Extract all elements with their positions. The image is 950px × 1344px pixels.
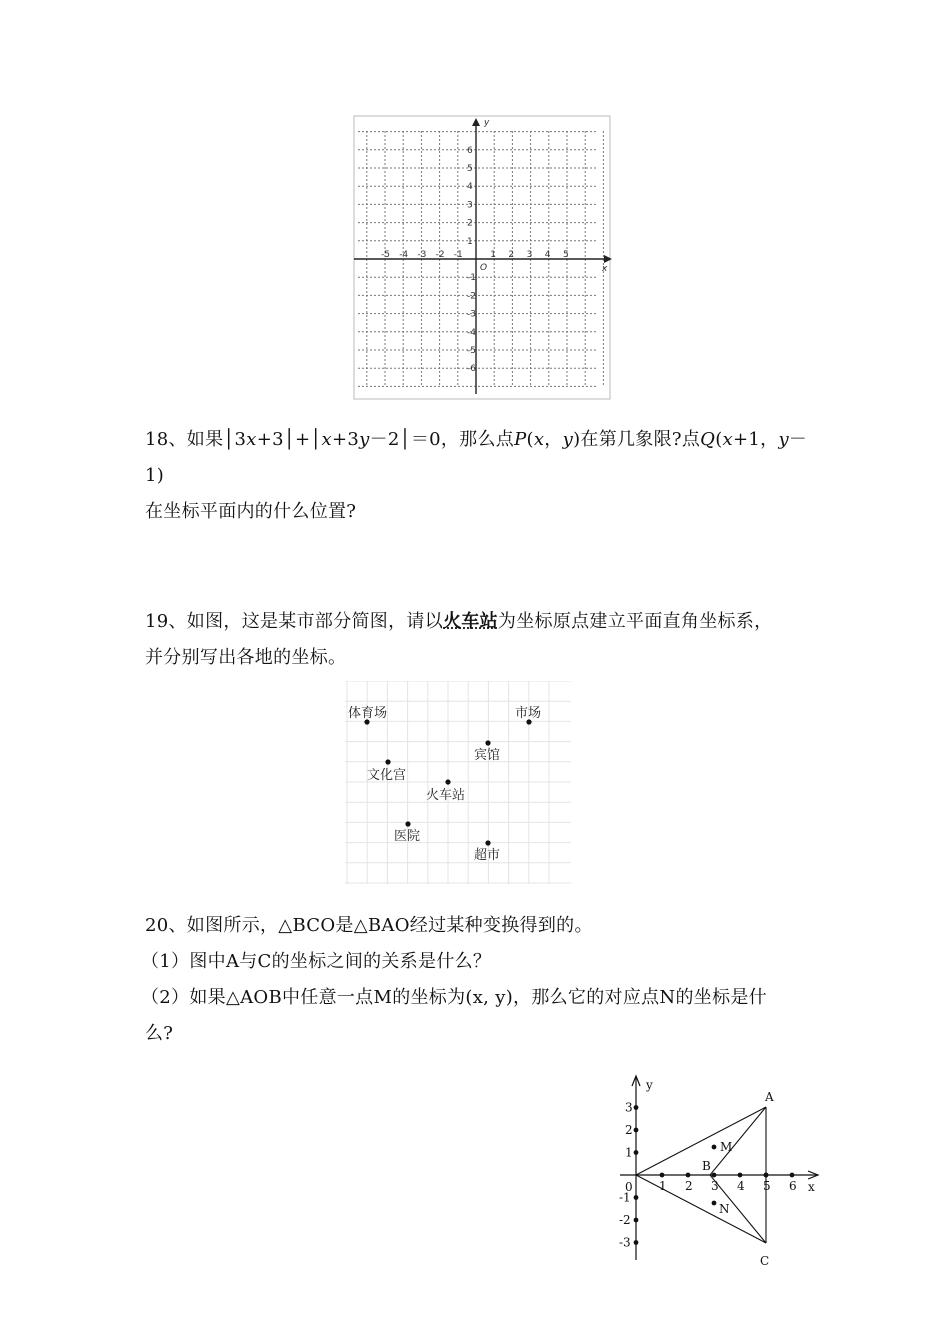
- q18-text: (: [526, 429, 534, 450]
- cultural-palace-dot: [385, 759, 390, 764]
- y-tick-dot: [634, 1218, 639, 1223]
- question-19-line-2: 并分别写出各地的坐标。: [145, 647, 347, 668]
- q18-text: (: [715, 429, 723, 450]
- point-M-label: M: [720, 1140, 733, 1154]
- y-tick-label: -2: [467, 291, 476, 302]
- q18-text: +1，: [733, 429, 779, 450]
- x-tick-label: -2: [435, 250, 445, 260]
- foot-point: [764, 1173, 769, 1178]
- x-tick-label: 5: [763, 1179, 771, 1193]
- y-tick-dot: [634, 1150, 639, 1155]
- hotel-label: 宾馆: [474, 748, 501, 763]
- question-20: [141, 908, 825, 1052]
- q18-var: y: [562, 429, 574, 450]
- q19-text: 为坐标原点建立平面直角坐标系，: [497, 611, 773, 632]
- x-tick-dot: [790, 1173, 795, 1178]
- q19-text: 19、如图，这是某市部分简图，请以: [145, 611, 444, 632]
- origin-label: 0: [625, 1180, 633, 1194]
- x-tick-label: 6: [789, 1179, 797, 1193]
- train-station-dot: [445, 779, 450, 784]
- supermarket-label: 超市: [474, 848, 501, 863]
- grid-lines: [354, 116, 610, 399]
- q18-text: －1): [145, 429, 808, 486]
- y-axis-label: y: [646, 1078, 653, 1092]
- y-tick-label: 5: [467, 164, 473, 174]
- q18-var: Q: [700, 429, 716, 450]
- point-A-label: A: [765, 1090, 774, 1104]
- question-18: [145, 422, 815, 530]
- q18-var: x: [533, 429, 545, 450]
- point-M-dot: [712, 1145, 717, 1150]
- x-tick-label: -1: [453, 250, 463, 260]
- question-18-line-2: 在坐标平面内的什么位置?: [145, 501, 357, 522]
- question-18-line-1: [145, 422, 815, 494]
- q18-text: +3: [332, 429, 360, 450]
- x-axis-label: x: [808, 1180, 815, 1194]
- x-tick-label: 4: [737, 1179, 745, 1193]
- point-N-dot: [712, 1201, 717, 1206]
- y-tick-label: 4: [467, 182, 473, 193]
- q18-var: y: [778, 429, 789, 450]
- hospital-label: 医院: [394, 829, 421, 844]
- coordinate-grid-figure: [352, 114, 614, 402]
- question-19: [145, 604, 815, 676]
- y-tick-dot: [634, 1128, 639, 1133]
- q18-text: │3: [223, 429, 247, 450]
- hotel-dot: [485, 740, 490, 745]
- axes: [354, 118, 612, 394]
- hospital-dot: [405, 821, 410, 826]
- stadium-label: 体育场: [348, 706, 388, 721]
- q18-var: x: [722, 429, 733, 450]
- question-20-part-1: （1）图中A与C的坐标之间的关系是什么？: [141, 951, 492, 972]
- y-tick-label: -5: [467, 346, 476, 356]
- q18-var: P: [514, 429, 527, 450]
- q18-text: +3│+│: [256, 429, 322, 450]
- q18-var: x: [246, 429, 257, 450]
- y-tick-label: 2: [625, 1123, 633, 1137]
- y-tick-label: 1: [467, 236, 473, 247]
- question-19-line-1: [145, 604, 815, 640]
- y-tick-label: -6: [467, 364, 476, 375]
- y-tick-label: -1: [619, 1190, 631, 1205]
- y-tick-label: 3: [625, 1100, 633, 1115]
- q18-var: y: [359, 429, 370, 450]
- y-tick-labels: [467, 146, 476, 374]
- train-station-label: 火车站: [426, 788, 466, 803]
- x-tick-label: -5: [381, 250, 390, 260]
- x-tick-label: 2: [508, 250, 515, 260]
- y-tick-dot: [634, 1195, 639, 1200]
- x-tick-label: 3: [526, 250, 533, 260]
- x-tick-label: -3: [417, 250, 427, 260]
- question-20-part-2-cont: 么?: [145, 1023, 174, 1044]
- y-tick-label: -1: [467, 273, 476, 284]
- y-tick-label: -3: [467, 309, 476, 320]
- supermarket-dot: [485, 840, 490, 845]
- y-axis-label: y: [484, 118, 490, 128]
- q18-text: 18、如果: [145, 429, 224, 450]
- y-tick-label: -4: [467, 327, 476, 338]
- point-B-label: B: [702, 1159, 711, 1173]
- y-tick-label: 6: [467, 145, 473, 156]
- q18-text: ，: [544, 429, 563, 450]
- x-tick-dot: [712, 1173, 717, 1178]
- point-N-label: N: [719, 1202, 730, 1216]
- figure-frame: [354, 116, 610, 399]
- x-tick-label: 3: [711, 1179, 719, 1193]
- x-tick-dot: [738, 1173, 743, 1178]
- y-tick-label: 1: [625, 1145, 633, 1160]
- origin-label: O: [480, 263, 488, 273]
- cultural-palace-label: 文化宫: [367, 768, 407, 783]
- triangle-figure: [612, 1070, 826, 1270]
- q18-text: －2│＝0，那么点: [369, 429, 515, 450]
- triangle-BAO: [636, 1107, 766, 1175]
- x-tick-label: 1: [490, 250, 496, 260]
- x-tick-label: 5: [563, 250, 569, 260]
- q18-text: )在第几象限?点: [573, 429, 701, 450]
- q18-var: x: [321, 429, 332, 450]
- x-tick-label: 1: [659, 1179, 667, 1193]
- market-label: 市场: [515, 706, 542, 721]
- y-tick-label: 3: [467, 200, 473, 211]
- question-20-part-2: （2）如果△AOB中任意一点M的坐标为(x, y)，那么它的对应点N的坐标是什: [141, 987, 767, 1008]
- y-tick-label: 2: [467, 218, 473, 229]
- question-20-line-1: 20、如图所示，△BCO是△BAO经过某种变换得到的。: [145, 915, 593, 936]
- y-tick-dot: [634, 1105, 639, 1110]
- y-tick-label: -3: [619, 1235, 631, 1250]
- y-tick-dot: [634, 1240, 639, 1245]
- x-tick-label: 2: [685, 1179, 693, 1193]
- q19-emphasis: 火车站: [443, 611, 498, 632]
- point-C-label: C: [760, 1254, 770, 1268]
- city-map-figure: [345, 681, 571, 884]
- x-tick-label: 4: [544, 250, 551, 260]
- x-tick-label: -4: [399, 250, 409, 260]
- triangle-BCO: [636, 1175, 766, 1243]
- y-tick-label: -2: [619, 1213, 631, 1227]
- x-axis-label: x: [602, 264, 608, 274]
